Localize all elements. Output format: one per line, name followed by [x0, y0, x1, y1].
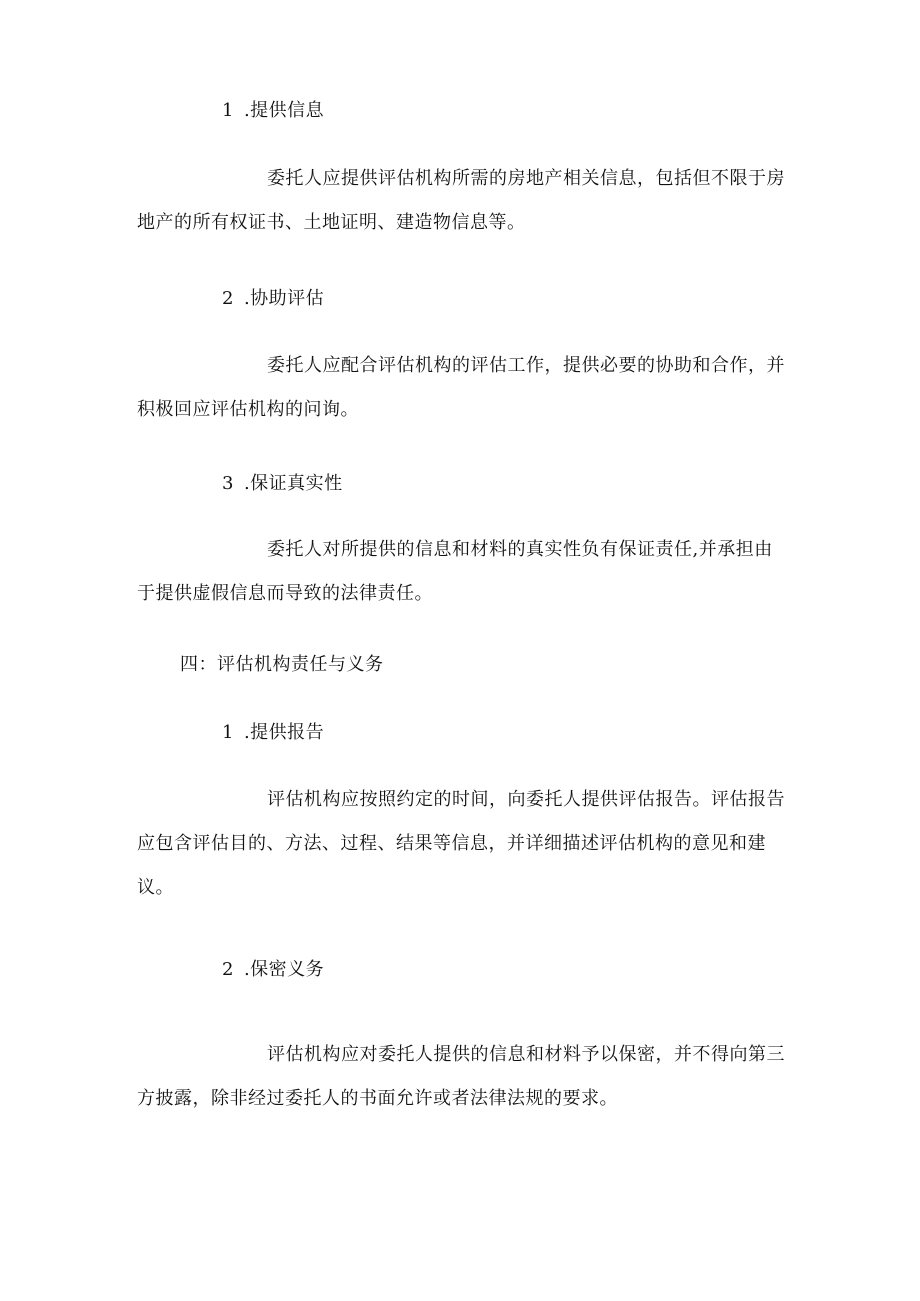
paragraph-line: 评估机构应按照约定的时间，向委托人提供评估报告。评估报告 [267, 789, 785, 810]
chapter-heading: 四：评估机构责任与义务 [180, 654, 384, 675]
paragraph-line: 地产的所有权证书、土地证明、建造物信息等。 [137, 212, 526, 233]
section-title: .提供报告 [243, 722, 325, 743]
paragraph-line: 委托人对所提供的信息和材料的真实性负有保证责任,并承担由 [267, 539, 773, 560]
paragraph-line: 评估机构应对委托人提供的信息和材料予以保密，并不得向第三 [267, 1044, 785, 1065]
paragraph-line: 议。 [137, 877, 174, 898]
paragraph-line: 于提供虚假信息而导致的法律责任。 [137, 583, 433, 604]
section-heading [222, 99, 324, 123]
section-heading [222, 472, 343, 496]
section-title: .提供信息 [243, 100, 325, 121]
paragraph-line: 积极回应评估机构的问询。 [137, 399, 359, 420]
paragraph [137, 1043, 795, 1141]
section-heading [222, 287, 324, 311]
section-heading [222, 958, 324, 982]
paragraph [137, 538, 795, 636]
section-heading [222, 721, 324, 745]
section-number: 1 [222, 722, 234, 743]
section-number: 2 [222, 959, 234, 980]
paragraph-line: 应包含评估目的、方法、过程、结果等信息，并详细描述评估机构的意见和建 [137, 833, 766, 854]
section-title: .保证真实性 [243, 473, 343, 494]
paragraph [137, 354, 795, 452]
paragraph-line: 委托人应配合评估机构的评估工作，提供必要的协助和合作，并 [267, 355, 785, 376]
paragraph [137, 788, 795, 930]
paragraph-line: 委托人应提供评估机构所需的房地产相关信息，包括但不限于房 [267, 168, 785, 189]
section-title: .保密义务 [243, 959, 325, 980]
paragraph-line: 方披露，除非经过委托人的书面允许或者法律法规的要求。 [137, 1088, 618, 1109]
section-number: 3 [222, 473, 234, 494]
paragraph [137, 167, 795, 265]
section-title: .协助评估 [243, 288, 325, 309]
section-number: 2 [222, 288, 234, 309]
section-number: 1 [222, 100, 234, 121]
